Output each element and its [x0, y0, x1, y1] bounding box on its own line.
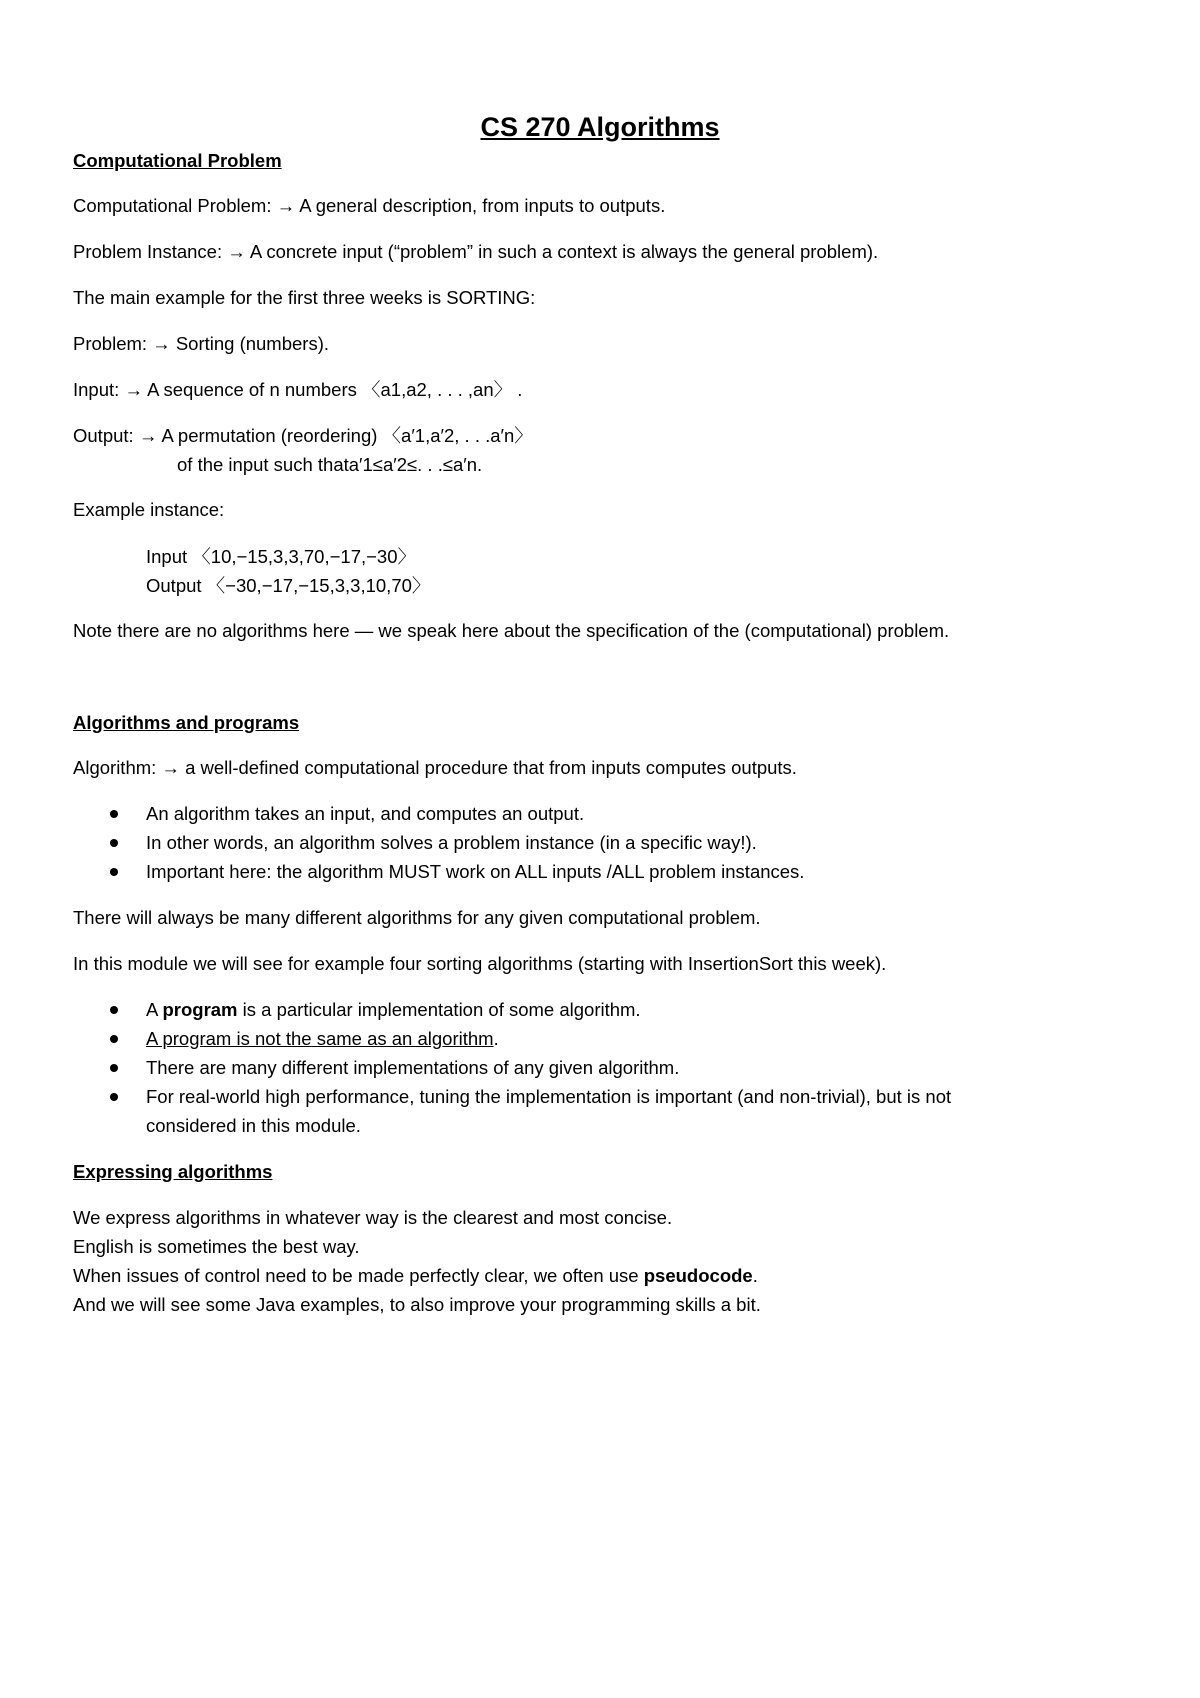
- input-label: Input:: [73, 379, 120, 400]
- problem-line: [73, 332, 329, 356]
- algorithm-label: Algorithm:: [73, 757, 157, 778]
- expressing-text: When issues of control need to be made perfectly clear, we often use: [73, 1265, 644, 1286]
- comp-problem-line: [73, 194, 665, 218]
- arrow-icon: →: [152, 333, 171, 354]
- bullet-item: An algorithm takes an input, and computes an output.: [146, 803, 585, 824]
- output-label: Output:: [73, 425, 134, 446]
- problem-text: Sorting (numbers).: [175, 333, 330, 354]
- bullet-text: A: [146, 999, 163, 1020]
- bullet-text: .: [493, 1028, 499, 1049]
- bullet-text: is a particular implementation of some algorithm.: [237, 999, 641, 1020]
- main-example-line: The main example for the first three weeks is SORTING:: [73, 287, 536, 308]
- output-text: A permutation (reordering) 〈a′1,a′2, . . .a′n〉: [161, 425, 533, 446]
- algorithm-line: [73, 756, 797, 780]
- bold-term: program: [162, 999, 238, 1020]
- bullet-item: [146, 998, 641, 1022]
- bullet-icon: [110, 868, 118, 876]
- bullet-item: For real-world high performance, tuning the implementation is important (and non-trivial), but is not: [146, 1086, 952, 1107]
- section-heading-algorithms-and-programs: Algorithms and programs: [73, 712, 300, 733]
- expressing-line: [73, 1264, 758, 1288]
- bullet-icon: [110, 810, 118, 818]
- document-title: CS 270 Algorithms: [480, 112, 720, 142]
- bullet-icon: [110, 1064, 118, 1072]
- instance-text: A concrete input (“problem” in such a context is always the general problem).: [249, 241, 879, 262]
- module-line: In this module we will see for example four sorting algorithms (starting with InsertionSort this week).: [73, 953, 887, 974]
- arrow-icon: →: [227, 241, 246, 262]
- section-heading-computational-problem: Computational Problem: [73, 150, 282, 171]
- input-text: A sequence of n numbers 〈a1,a2, . . . ,an〉 .: [147, 379, 523, 400]
- underlined-text: A program is not the same as an algorithm: [146, 1028, 494, 1049]
- bullet-item: In other words, an algorithm solves a problem instance (in a specific way!).: [146, 832, 757, 853]
- example-instance-label: Example instance:: [73, 499, 225, 520]
- example-input: Input 〈10,−15,3,3,70,−17,−30〉: [146, 546, 417, 567]
- expressing-text: .: [752, 1265, 758, 1286]
- arrow-icon: →: [276, 195, 296, 216]
- algorithm-text: a well-defined computational procedure that from inputs computes outputs.: [185, 757, 797, 778]
- note-line: Note there are no algorithms here — we speak here about the specification of the (computational) problem.: [73, 620, 950, 641]
- comp-problem-text: A general description, from inputs to outputs.: [299, 195, 666, 216]
- arrow-icon: →: [161, 757, 180, 778]
- expressing-line: English is sometimes the best way.: [73, 1236, 360, 1257]
- problem-label: Problem:: [73, 333, 148, 354]
- bullet-item: There are many different implementations of any given algorithm.: [146, 1057, 680, 1078]
- section-heading-expressing-algorithms: Expressing algorithms: [73, 1161, 273, 1182]
- bullet-icon: [110, 1035, 118, 1043]
- bullet-icon: [110, 839, 118, 847]
- bullet-icon: [110, 1006, 118, 1014]
- bullet-item-continuation: considered in this module.: [146, 1115, 361, 1136]
- output-line: [73, 424, 533, 448]
- output-continuation: of the input such thata′1≤a′2≤. . .≤a′n.: [177, 454, 483, 475]
- bullet-icon: [110, 1093, 118, 1101]
- input-line: [73, 378, 522, 402]
- arrow-icon: →: [138, 425, 158, 446]
- arrow-icon: →: [124, 379, 143, 400]
- comp-problem-label: Computational Problem:: [73, 195, 272, 216]
- instance-line: [73, 240, 878, 264]
- bullet-item: [146, 1027, 499, 1051]
- bullet-item: Important here: the algorithm MUST work on ALL inputs /ALL problem instances.: [146, 861, 805, 882]
- example-output: Output 〈−30,−17,−15,3,3,10,70〉: [146, 575, 431, 596]
- expressing-line: We express algorithms in whatever way is the clearest and most concise.: [73, 1207, 673, 1228]
- instance-label: Problem Instance:: [73, 241, 223, 262]
- expressing-line: And we will see some Java examples, to also improve your programming skills a bit.: [73, 1294, 761, 1315]
- many-algorithms-line: There will always be many different algorithms for any given computational problem.: [73, 907, 761, 928]
- bold-term: pseudocode: [643, 1265, 753, 1286]
